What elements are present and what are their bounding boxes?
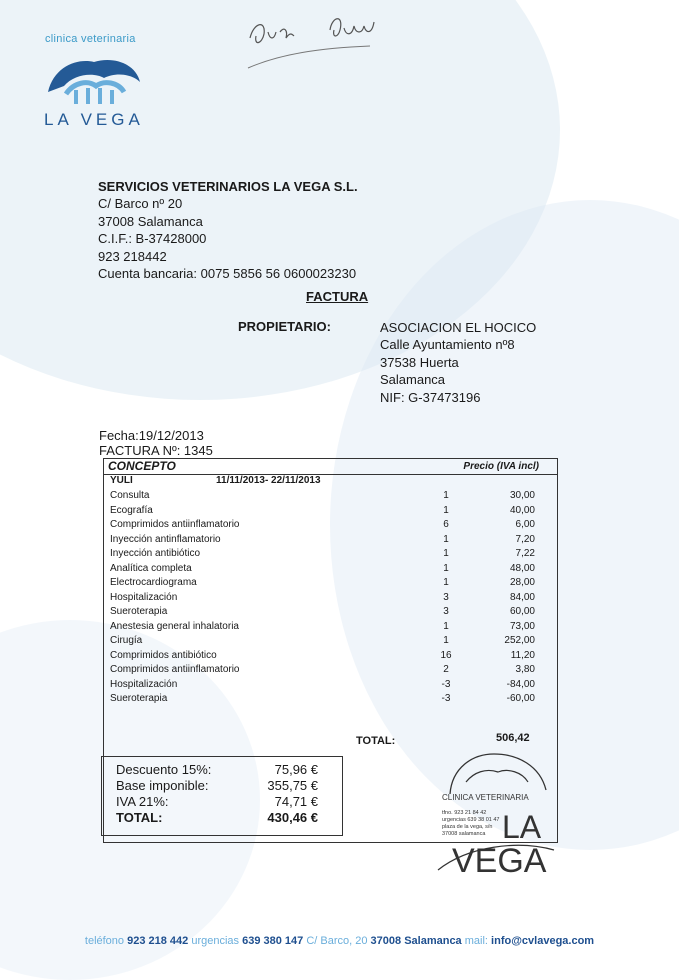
- owner-label: PROPIETARIO:: [238, 319, 331, 334]
- item-quantity: 1: [443, 635, 449, 646]
- invoice-date: Fecha:19/12/2013: [99, 428, 204, 443]
- logo-name: LA VEGA: [44, 110, 144, 129]
- item-price: 252,00: [504, 635, 535, 646]
- item-quantity: 2: [443, 664, 449, 675]
- item-quantity: 6: [443, 519, 449, 530]
- footer-mail-label: mail:: [464, 935, 488, 947]
- item-concept: Comprimidos antiinflamatorio: [110, 664, 240, 675]
- item-price: 30,00: [509, 490, 535, 501]
- invoice-meta: [99, 428, 213, 458]
- company-address: C/ Barco nº 20: [98, 196, 183, 212]
- footer-phone: 923 218 442: [127, 935, 189, 947]
- item-price: 7,20: [515, 533, 535, 545]
- summary-row: [102, 778, 342, 794]
- item-price: 73,00: [509, 620, 535, 632]
- table-row: [104, 650, 557, 665]
- table-total-value: 506,42: [496, 732, 530, 744]
- item-quantity: -3: [441, 693, 451, 704]
- table-row: [104, 635, 557, 650]
- item-concept: Consulta: [110, 490, 150, 501]
- table-row: [104, 693, 557, 708]
- stamp-line: 37008 salamanca: [442, 831, 486, 837]
- table-row: [104, 548, 557, 563]
- company-cif: C.I.F.: B-37428000: [98, 231, 207, 247]
- summary-label: Base imponible:: [116, 778, 209, 793]
- stamp-line: plaza de la vega, s/n: [442, 824, 493, 830]
- item-concept: Cirugía: [110, 635, 143, 646]
- summary-label: TOTAL:: [116, 810, 163, 825]
- item-price: 48,00: [509, 562, 535, 574]
- owner-street: Calle Ayuntamiento nº8: [380, 337, 515, 353]
- footer-mail: info@cvlavega.com: [491, 935, 595, 947]
- item-price: -60,00: [506, 693, 535, 704]
- table-row: [104, 606, 557, 621]
- summary-label: Descuento 15%:: [116, 762, 212, 777]
- item-price: 11,20: [510, 649, 535, 661]
- table-row: [104, 563, 557, 578]
- item-concept: Hospitalización: [110, 678, 178, 690]
- stamp-name-top: LA: [502, 809, 542, 845]
- table-row: [104, 592, 557, 607]
- footer-urgent: 639 380 147: [242, 935, 304, 947]
- item-quantity: 1: [443, 548, 449, 559]
- table-row: [104, 577, 557, 592]
- company-city: 37008 Salamanca: [98, 213, 203, 229]
- summary-row: [102, 810, 342, 826]
- table-total-label: TOTAL:: [356, 735, 396, 747]
- summary-row: [102, 762, 342, 778]
- item-quantity: 1: [443, 504, 449, 516]
- footer-city: 37008 Salamanca: [370, 935, 462, 947]
- item-price: 6,00: [515, 519, 535, 530]
- footer-address: C/ Barco, 20: [306, 935, 368, 947]
- stamp-line: urgencias 639 38 01 47: [442, 817, 500, 823]
- logo-tagline: clinica veterinaria: [45, 33, 136, 45]
- table-row: [104, 534, 557, 549]
- owner-city: 37538 Huerta: [380, 354, 459, 370]
- item-concept: Sueroterapia: [110, 693, 168, 704]
- item-quantity: 3: [443, 591, 449, 603]
- summary-value: 355,75 €: [267, 778, 318, 793]
- owner-province: Salamanca: [380, 372, 446, 388]
- item-concept: Ecografía: [110, 504, 153, 516]
- clinic-logo-icon: [44, 52, 144, 112]
- table-row: [104, 490, 557, 505]
- table-row: [104, 679, 557, 694]
- stamp-name-bottom: VEGA: [452, 842, 547, 878]
- summary-value: 430,46 €: [267, 810, 318, 825]
- summary-box: [101, 756, 343, 836]
- item-quantity: 1: [443, 490, 449, 501]
- handwritten-signature: [240, 8, 400, 78]
- footer-urgent-label: urgencias: [191, 935, 240, 947]
- item-concept: Comprimidos antiinflamatorio: [110, 519, 240, 530]
- stamp-line: tfno. 923 21 84 42: [442, 810, 487, 816]
- item-quantity: 3: [443, 606, 449, 617]
- item-quantity: 16: [440, 649, 452, 661]
- item-concept: Sueroterapia: [110, 606, 168, 617]
- table-row: [104, 664, 557, 679]
- footer: [0, 935, 679, 947]
- table-row: [104, 519, 557, 534]
- item-price: 7,22: [515, 548, 535, 559]
- summary-label: IVA 21%:: [116, 794, 169, 809]
- table-row: [104, 505, 557, 520]
- footer-phone-label: teléfono: [84, 935, 125, 947]
- table-row: [104, 621, 557, 636]
- item-concept: Comprimidos antibiótico: [110, 649, 217, 661]
- item-quantity: 1: [443, 562, 449, 574]
- stamp-title: CLINICA VETERINARIA: [442, 793, 529, 802]
- company-name: SERVICIOS VETERINARIOS LA VEGA S.L.: [98, 179, 358, 194]
- item-price: 40,00: [509, 504, 535, 516]
- company-block: [98, 178, 358, 282]
- document-title: FACTURA: [306, 289, 369, 304]
- patient-name: YULI: [110, 475, 133, 486]
- owner-name: ASOCIACION EL HOCICO: [380, 320, 537, 335]
- company-phone: 923 218442: [98, 248, 167, 264]
- item-quantity: -3: [441, 678, 451, 690]
- item-concept: Inyección antibiótico: [110, 548, 201, 559]
- item-price: 28,00: [509, 577, 535, 588]
- table-header: [104, 459, 557, 475]
- clinic-stamp: [428, 738, 560, 878]
- item-concept: Analítica completa: [110, 562, 192, 574]
- column-price: Precio (IVA incl): [463, 461, 539, 472]
- summary-value: 74,71 €: [274, 794, 318, 809]
- item-quantity: 1: [443, 533, 449, 545]
- item-price: -84,00: [506, 678, 535, 690]
- item-concept: Electrocardiograma: [110, 577, 197, 588]
- summary-value: 75,96 €: [274, 762, 318, 777]
- item-concept: Anestesia general inhalatoria: [110, 620, 239, 632]
- owner-nif: NIF: G-37473196: [380, 389, 481, 405]
- item-price: 3,80: [515, 664, 535, 675]
- owner-block: [380, 319, 536, 406]
- column-concept: CONCEPTO: [108, 459, 176, 473]
- company-bank: Cuenta bancaria: 0075 5856 56 0600023230: [98, 266, 357, 282]
- treatment-period: 11/11/2013- 22/11/2013: [216, 475, 321, 486]
- item-quantity: 1: [443, 577, 449, 588]
- item-concept: Inyección antinflamatorio: [110, 533, 221, 545]
- invoice-number: FACTURA Nº: 1345: [99, 443, 213, 458]
- item-concept: Hospitalización: [110, 591, 178, 603]
- summary-row: [102, 794, 342, 810]
- item-price: 60,00: [509, 606, 535, 617]
- item-price: 84,00: [509, 591, 535, 603]
- item-quantity: 1: [443, 620, 449, 632]
